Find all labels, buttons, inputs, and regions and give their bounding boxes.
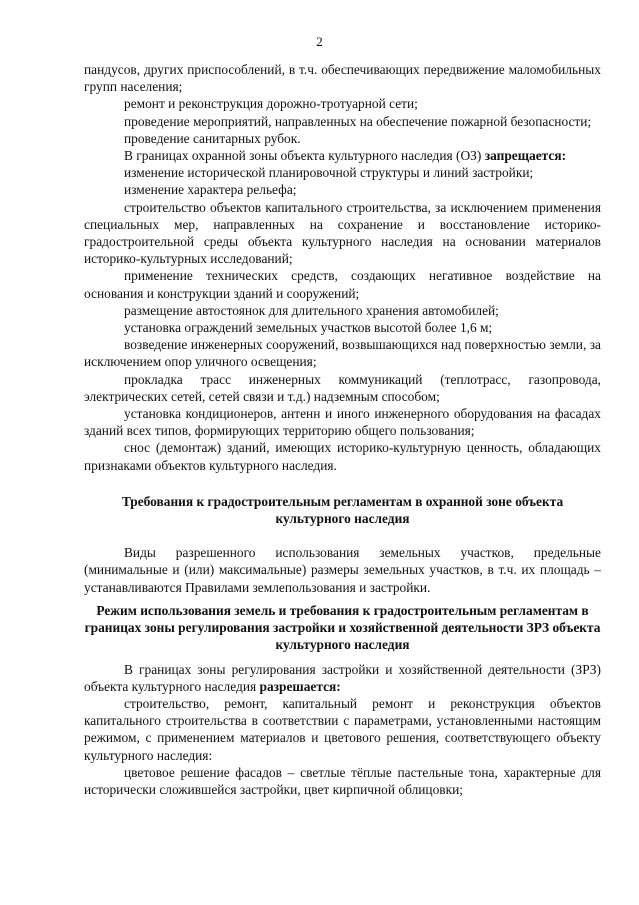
list-item: строительство объектов капитального строительства, за исключением применения специальных мер, направленных на сохранение и восстановление историко-градостроительной среды объекта культурного наследия на основании материалов историко-культурных исследований; <box>84 199 601 267</box>
page-number: 2 <box>316 34 323 49</box>
oz-intro-paragraph <box>84 147 601 164</box>
list-item: прокладка трасс инженерных коммуникаций (теплотрасс, газопровода, электрических сетей, сетей связи и т.д.) надземным способом; <box>84 371 601 404</box>
paragraph: Виды разрешенного использования земельных участков, предельные (минимальные и (или) максимальные) размеры земельных участков, в т.ч. их площадь – устанавливаются Правилами землепользования и застройки. <box>84 545 601 595</box>
zrz-intro-text: В границах зоны регулирования застройки и хозяйственной деятельности (ЗРЗ) объекта культурного наследия <box>84 661 601 694</box>
paragraph: проведение санитарных рубок. <box>124 130 301 146</box>
zrz-allowed-label: разрешается: <box>259 678 341 694</box>
paragraph: проведение мероприятий, направленных на обеспечение пожарной безопасности; <box>124 113 592 129</box>
section-heading: Режим использования земель и требования к градостроительным регламентам в границах зоны регулирования застройки и хозяйственной деятельности ЗРЗ объекта культурного наследия <box>84 602 601 653</box>
list-item: изменение исторической планировочной структуры и линий застройки; <box>124 165 534 181</box>
spacer <box>84 527 601 544</box>
spacer <box>84 654 601 661</box>
list-item: снос (демонтаж) зданий, имеющих историко-культурную ценность, обладающих признаками объектов культурного наследия. <box>84 440 601 473</box>
list-item: цветовое решение фасадов – светлые тёплые пастельные тона, характерные для исторически сложившейся застройки, цвет кирпичной облицовки; <box>84 764 601 797</box>
list-item: установка кондиционеров, антенн и иного инженерного оборудования на фасадах зданий всех типов, формирующих территорию общего пользования; <box>84 406 601 439</box>
oz-intro-text: В границах охранной зоны объекта культурного наследия (ОЗ) <box>124 148 482 164</box>
list-item: возведение инженерных сооружений, возвышающихся над поверхностью земли, за исключением опор уличного освещения; <box>84 337 601 370</box>
paragraph: пандусов, других приспособлений, в т.ч. обеспечивающих передвижение маломобильных групп населения; <box>84 62 601 95</box>
list-item: применение технических средств, создающих негативное воздействие на основания и конструкции зданий и сооружений; <box>84 268 601 301</box>
zrz-intro-paragraph <box>84 661 601 695</box>
list-item: строительство, ремонт, капитальный ремонт и реконструкция объектов капитального строительства в соответствии с параметрами, установленными настоящим режимом, с применением материалов и цветового решения, соответствующего объекту культурного наследия: <box>84 695 601 763</box>
spacer <box>84 474 601 493</box>
list-item: изменение характера рельефа; <box>124 182 297 198</box>
list-item: размещение автостоянок для длительного хранения автомобилей; <box>124 302 499 318</box>
oz-prohibited-label: запрещается: <box>484 148 567 164</box>
list-item: установка ограждений земельных участков высотой более 1,6 м; <box>124 320 493 336</box>
document-body <box>84 61 601 798</box>
paragraph: ремонт и реконструкция дорожно-тротуарной сети; <box>124 96 418 112</box>
section-heading: Требования к градостроительным регламентам в охранной зоне объекта культурного наследия <box>121 493 564 527</box>
